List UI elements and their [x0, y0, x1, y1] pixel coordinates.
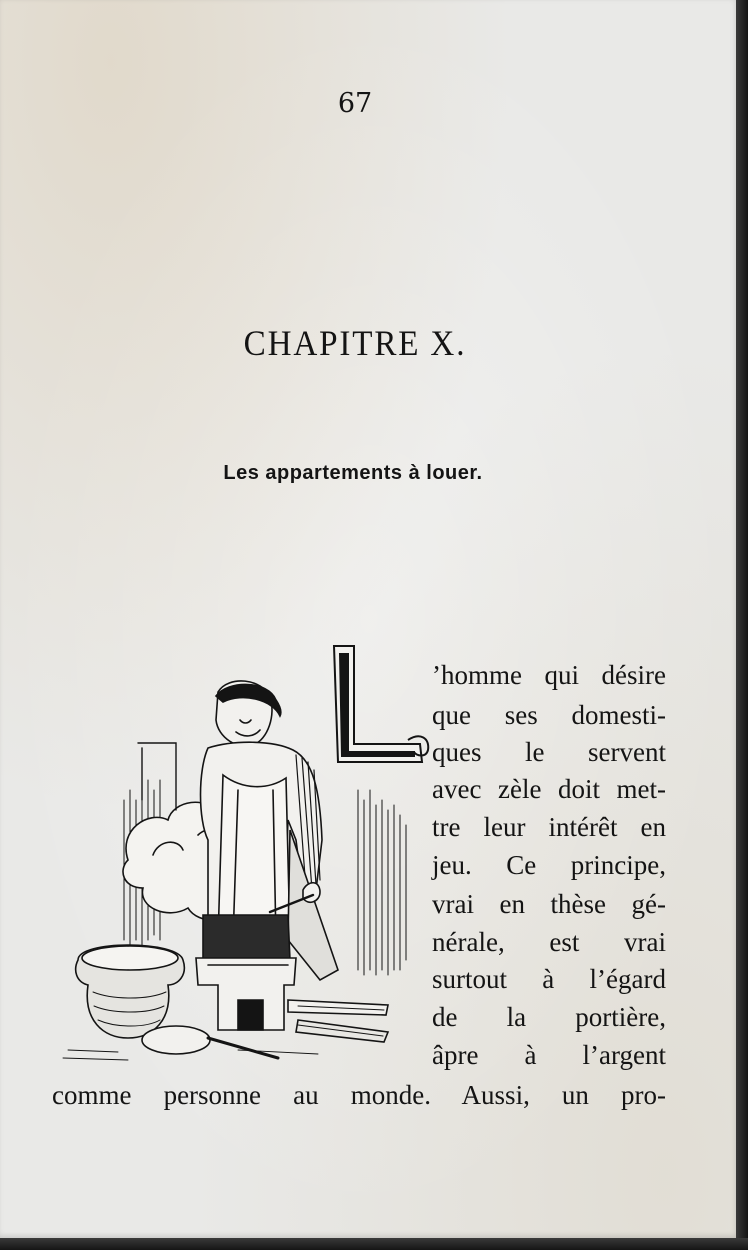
- body-line-7: vrai en thèse gé-: [432, 889, 666, 919]
- body-line-8: nérale, est vrai: [432, 927, 666, 957]
- chapter-title: CHAPITRE X.: [243, 323, 467, 363]
- drop-cap-letter: [334, 646, 428, 762]
- section-title: Les appartements à louer.: [223, 462, 483, 484]
- body-line-10: de la portière,: [432, 1002, 666, 1032]
- body-line-4: avec zèle doit met-: [432, 774, 666, 804]
- body-line-5: tre leur intérêt en: [432, 812, 666, 842]
- frying-pan: [142, 1026, 210, 1054]
- body-line-6: jeu. Ce principe,: [432, 850, 666, 880]
- body-line-11: âpre à l’argent: [432, 1040, 666, 1070]
- body-line-12: comme personne au monde. Aussi, un pro-: [52, 1080, 666, 1110]
- body-line-2: que ses domesti-: [432, 700, 666, 730]
- illustration-cook-with-drop-cap: [58, 640, 436, 1072]
- page-number: 67: [337, 88, 373, 119]
- page-edge-right: [736, 0, 748, 1250]
- body-line-1: ’homme qui désire: [432, 660, 666, 690]
- body-line-9: surtout à l’égard: [432, 964, 666, 994]
- body-line-3: ques le servent: [432, 737, 666, 767]
- stove-top: [203, 915, 290, 960]
- drop-cap-text: L: [58, 640, 59, 641]
- page-edge-bottom: [0, 1238, 748, 1250]
